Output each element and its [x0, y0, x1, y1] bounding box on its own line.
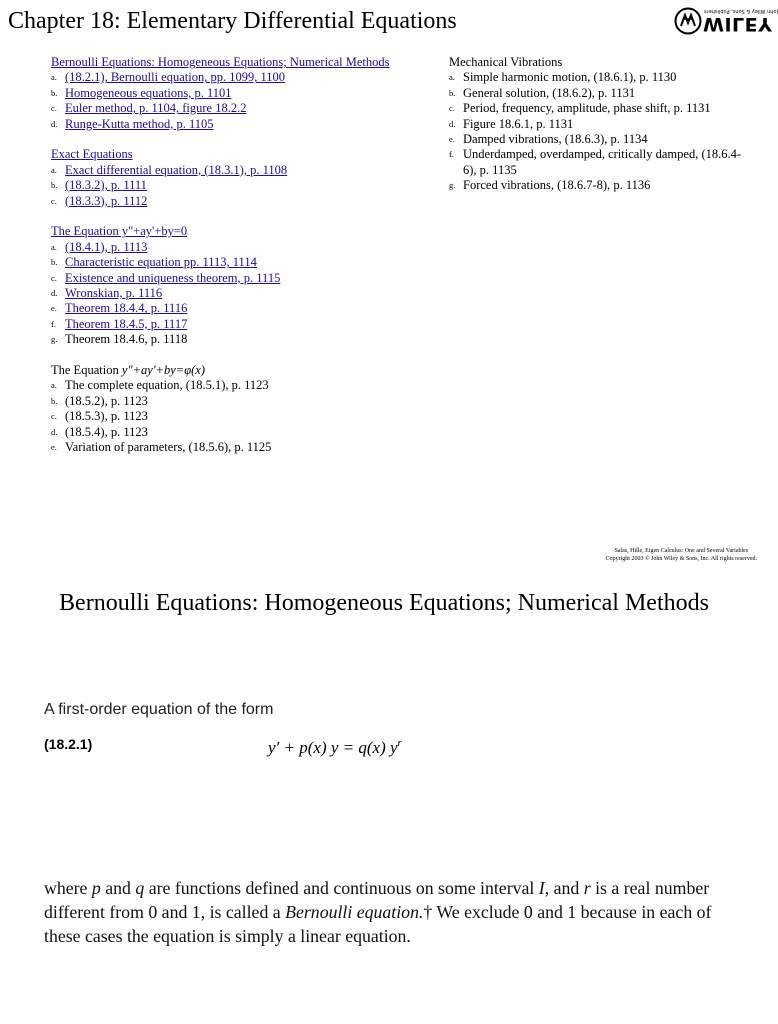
list-item: g. Theorem 18.4.6, p. 1118: [51, 332, 188, 347]
toc-section-bernoulli: [51, 55, 431, 132]
section-heading-nonhomogeneous: The Equation y"+ay'+by=φ(x): [51, 363, 205, 378]
toc-text: Forced vibrations, (18.6.7-8), p. 1136: [463, 178, 651, 193]
list-item: d. (18.5.4), p. 1123: [51, 424, 148, 439]
toc-link[interactable]: (18.4.1), p. 1113: [65, 239, 148, 254]
toc-text: (18.5.3), p. 1123: [65, 409, 148, 424]
list-item: e. Variation of parameters, (18.5.6), p. 1125: [51, 440, 272, 455]
toc-text: Period, frequency, amplitude, phase shift, p. 1131: [463, 101, 711, 116]
toc-section-vibrations: [449, 55, 749, 194]
toc-link[interactable]: Theorem 18.4.4, p. 1116: [65, 301, 188, 316]
heading-link-bernoulli[interactable]: Bernoulli Equations: Homogeneous Equations; Numerical Methods: [51, 55, 390, 69]
toc-text: General solution, (18.6.2), p. 1131: [463, 85, 636, 100]
copyright-line-1: Salas, Hille, Etgen Calculus: One and Several Variables: [614, 548, 749, 554]
copyright-notice: [606, 547, 757, 563]
list-item: a. Simple harmonic motion, (18.6.1), p. 1130: [449, 70, 677, 85]
toc-link[interactable]: Wronskian, p. 1116: [65, 286, 163, 301]
copyright-line-2: Copyright 2003 © John Wiley & Sons, Inc. All rights reserved.: [605, 556, 757, 562]
toc-text: (18.5.2), p. 1123: [65, 393, 148, 408]
list-item: c. Euler method, p. 1104, figure 18.2.2: [51, 101, 247, 116]
bernoulli-equation: y′ + p(x) y = q(x) $y^r$: [268, 737, 402, 757]
toc-link[interactable]: Existence and uniqueness theorem, p. 1115: [65, 270, 281, 285]
toc-link[interactable]: Characteristic equation pp. 1113, 1114: [65, 255, 257, 270]
list-item: b. Homogeneous equations, p. 1101: [51, 85, 232, 100]
list-item: c. Period, frequency, amplitude, phase shift, p. 1131: [449, 101, 711, 116]
logo-text: WILEY: [703, 13, 773, 35]
equation-exponent: r: [397, 737, 402, 749]
toc-text: Figure 18.6.1, p. 1131: [463, 116, 574, 131]
list-item: c. (18.3.3), p. 1112: [51, 193, 148, 208]
list-item: a. (18.4.1), p. 1113: [51, 239, 148, 254]
list-item: g. Forced vibrations, (18.6.7-8), p. 1136: [449, 178, 651, 193]
toc-link[interactable]: Homogeneous equations, p. 1101: [65, 85, 232, 100]
footnote-marker: †: [423, 902, 433, 922]
defined-term: Bernoulli equation.: [285, 902, 424, 922]
list-item: d. Runge-Kutta method, p. 1105: [51, 116, 214, 131]
list-item: f. Theorem 18.4.5, p. 1117: [51, 316, 188, 331]
toc-link[interactable]: Runge-Kutta method, p. 1105: [65, 116, 214, 131]
equation-label: (18.2.1): [44, 736, 93, 752]
toc-text: (18.5.4), p. 1123: [65, 424, 148, 439]
toc-text: The complete equation, (18.5.1), p. 1123: [65, 378, 269, 393]
toc-text: Damped vibrations, (18.6.3), p. 1134: [463, 132, 648, 147]
chapter-title: Chapter 18: Elementary Differential Equations: [8, 8, 457, 34]
toc-section-nonhomogeneous: [51, 363, 431, 455]
toc-text: Simple harmonic motion, (18.6.1), p. 1130: [463, 70, 677, 85]
list-item: b. Characteristic equation pp. 1113, 1114: [51, 255, 257, 270]
list-item: d. Figure 18.6.1, p. 1131: [449, 116, 574, 131]
list-item: c. (18.5.3), p. 1123: [51, 409, 148, 424]
list-item: b. General solution, (18.6.2), p. 1131: [449, 85, 636, 100]
toc-section-exact: [51, 147, 431, 209]
wiley-logo: [674, 6, 778, 36]
heading-link-exact[interactable]: Exact Equations: [51, 147, 133, 162]
toc-link[interactable]: (18.3.2), p. 1111: [65, 178, 147, 193]
section-heading-vibrations: Mechanical Vibrations: [449, 55, 563, 69]
list-item: e. Theorem 18.4.4, p. 1116: [51, 301, 188, 316]
toc-text: Underdamped, overdamped, critically damped, (18.6.4-6), p. 1135: [463, 147, 742, 177]
wiley-emblem-icon: [674, 6, 702, 36]
logo-subtext: John Wiley & Sons, Publishers: [704, 8, 778, 14]
intro-text: A first-order equation of the form: [44, 701, 274, 718]
list-item: a. The complete equation, (18.5.1), p. 1123: [51, 378, 269, 393]
toc-link[interactable]: Exact differential equation, (18.3.1), p. 1108: [65, 162, 288, 177]
list-item: b. (18.5.2), p. 1123: [51, 393, 148, 408]
toc-text: Theorem 18.4.6, p. 1118: [65, 332, 188, 347]
heading-link-homogeneous[interactable]: The Equation y"+ay'+by=0: [51, 224, 188, 239]
list-item: d. Wronskian, p. 1116: [51, 286, 163, 301]
list-item: b. (18.3.2), p. 1111: [51, 178, 147, 193]
toc-link[interactable]: (18.2.1), Bernoulli equation, pp. 1099, 1100: [65, 70, 285, 85]
list-item: c. Existence and uniqueness theorem, p. 1115: [51, 270, 281, 285]
list-item: f. Underdamped, overdamped, critically damped, (18.6.4-6), p. 1135: [449, 147, 742, 177]
heading-equation: y"+ay'+by=φ(x): [121, 363, 205, 378]
toc-link[interactable]: Euler method, p. 1104, figure 18.2.2: [65, 101, 247, 116]
list-item: a. (18.2.1), Bernoulli equation, pp. 1099, 1100: [51, 70, 285, 85]
slide-title: Bernoulli Equations: Homogeneous Equations; Numerical Methods: [59, 590, 709, 616]
definition-paragraph: where p and q are functions defined and continuous on some interval I, and r is a real number different from 0 and 1, is called a Bernoulli equation.† We exclude 0 and 1 because in each of these cases the equation is simply a linear equation.: [44, 878, 712, 946]
slide-bernoulli: [0, 576, 768, 1024]
toc-left-column: [51, 55, 431, 456]
list-item: e. Damped vibrations, (18.6.3), p. 1134: [449, 132, 648, 147]
list-item: a. Exact differential equation, (18.3.1), p. 1108: [51, 162, 288, 177]
toc-right-column: [449, 55, 749, 194]
toc-link[interactable]: (18.3.3), p. 1112: [65, 193, 148, 208]
toc-link[interactable]: Theorem 18.4.5, p. 1117: [65, 316, 188, 331]
toc-section-homogeneous-second-order: [51, 224, 431, 347]
toc-text: Variation of parameters, (18.5.6), p. 1125: [65, 440, 272, 455]
